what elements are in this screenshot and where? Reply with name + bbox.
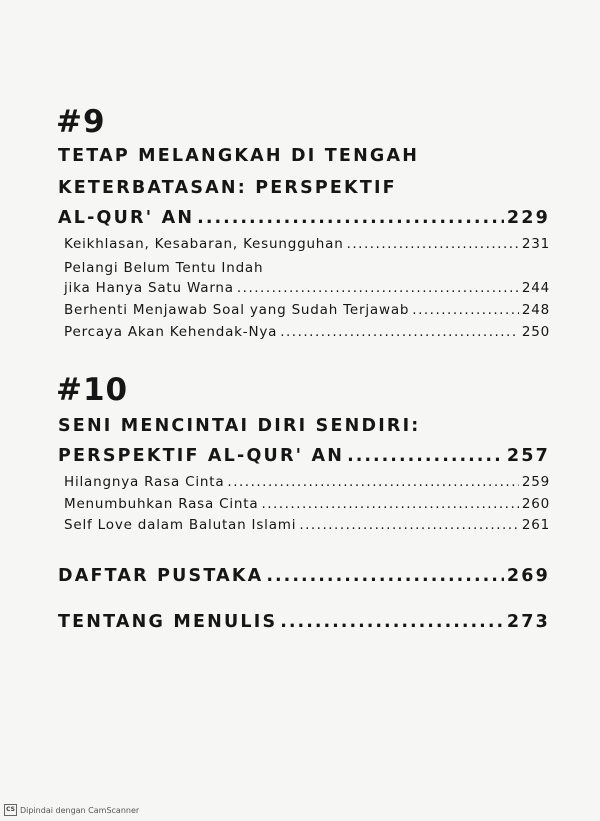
dot-leader <box>266 566 503 586</box>
toc-entry-title: DAFTAR PUSTAKA <box>58 566 264 586</box>
toc-entry <box>64 517 550 533</box>
toc-entry <box>64 236 550 252</box>
toc-entry <box>64 302 550 318</box>
toc-entry-title: TENTANG MENULIS <box>58 612 278 632</box>
camscanner-icon: CS <box>4 804 17 816</box>
toc-entry-title: Hilangnya Rasa Cinta <box>64 474 225 490</box>
dot-leader <box>347 236 519 252</box>
chapter-9-title-line-3: AL-QUR' AN <box>58 208 195 228</box>
chapter-9-number: #9 <box>56 104 106 140</box>
chapter-9-title-line-2: KETERBATASAN: PERSPEKTIF <box>58 178 397 198</box>
dot-leader <box>237 280 519 296</box>
toc-entry <box>64 324 550 340</box>
toc-entry-page: 231 <box>521 236 550 252</box>
toc-entry-tentang-menulis <box>58 612 550 632</box>
dot-leader <box>280 612 504 632</box>
dot-leader <box>197 208 504 228</box>
toc-entry-title-line-2: jika Hanya Satu Warna <box>64 280 234 296</box>
toc-entry-page: 261 <box>521 517 550 533</box>
toc-entry <box>64 280 550 296</box>
toc-entry-title: Keikhlasan, Kesabaran, Kesungguhan <box>64 236 344 252</box>
chapter-10-page: 257 <box>506 446 550 466</box>
toc-entry <box>64 474 550 490</box>
dot-leader <box>347 446 504 466</box>
chapter-10-title-last-row <box>58 446 550 466</box>
toc-entry-title-line-1: Pelangi Belum Tentu Indah <box>64 260 264 276</box>
toc-entry-page: 260 <box>521 496 550 512</box>
scanner-footer <box>4 804 139 816</box>
toc-entry-title: Percaya Akan Kehendak-Nya <box>64 324 278 340</box>
dot-leader <box>227 474 518 490</box>
dot-leader <box>261 496 518 512</box>
scanner-footer-text: Dipindai dengan CamScanner <box>20 805 140 815</box>
toc-entry-page: 273 <box>506 612 550 632</box>
toc-entry-title: Berhenti Menjawab Soal yang Sudah Terjawab <box>64 302 410 318</box>
chapter-9-title-line-1: TETAP MELANGKAH DI TENGAH <box>58 146 420 166</box>
toc-entry-page: 244 <box>521 280 550 296</box>
dot-leader <box>412 302 519 318</box>
chapter-10-title-line-2: PERSPEKTIF AL-QUR' AN <box>58 446 345 466</box>
toc-entry-page: 250 <box>521 324 550 340</box>
chapter-10-number: #10 <box>56 372 129 408</box>
chapter-10-title-line-1: SENI MENCINTAI DIRI SENDIRI: <box>58 416 421 436</box>
chapter-9-title-last-row <box>58 208 550 228</box>
toc-entry-page: 269 <box>506 566 550 586</box>
toc-entry-page: 248 <box>521 302 550 318</box>
dot-leader <box>280 324 519 340</box>
toc-entry-title: Self Love dalam Balutan Islami <box>64 517 297 533</box>
chapter-9-page: 229 <box>506 208 550 228</box>
toc-entry <box>64 496 550 512</box>
toc-entry-title: Menumbuhkan Rasa Cinta <box>64 496 259 512</box>
dot-leader <box>299 517 519 533</box>
toc-entry-page: 259 <box>521 474 550 490</box>
toc-entry-daftar-pustaka <box>58 566 550 586</box>
